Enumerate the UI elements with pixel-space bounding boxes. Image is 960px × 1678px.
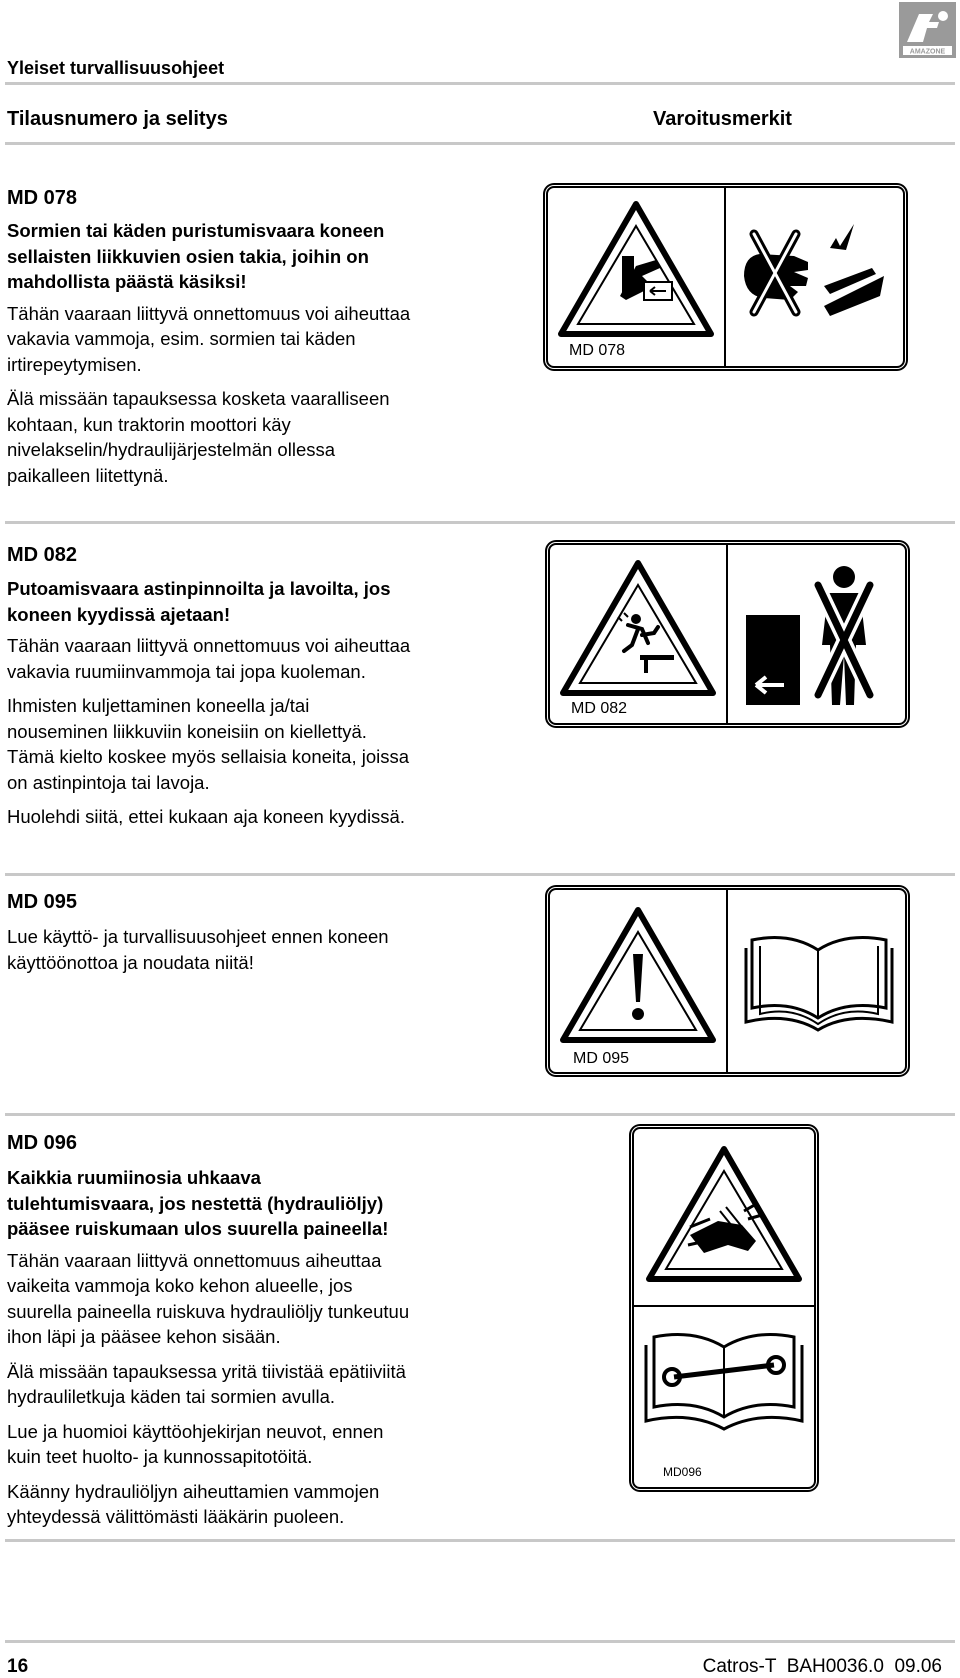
text-line: Älä missään tapauksessa yritä tiivistää epätiiviitä (7, 1360, 406, 1382)
sign-label: MD 082 (568, 700, 630, 718)
entry-description (7, 1165, 447, 1539)
document-title: Yleiset turvallisuusohjeet (7, 58, 225, 78)
divider (5, 521, 955, 524)
text-line: vaikeita vammoja koko kehon alueelle, jos (7, 1275, 353, 1296)
divider (5, 1640, 955, 1643)
entry-description (7, 576, 447, 839)
text-line: sellaisten liikkuvien osien takia, joihin on (7, 245, 369, 267)
text-line: Sormien tai käden puristumisvaara koneen (7, 220, 385, 241)
entry-code: MD 096 (7, 1132, 78, 1154)
text-line: Lue ja huomioi käyttöohjekirjan neuvot, ennen (7, 1420, 384, 1442)
text-line: vakavia vammoja, esim. sormien tai käden (7, 328, 356, 349)
text-line: Putoamisvaara astinpinnoilta ja lavoilta, jos (7, 578, 391, 599)
text-line: mahdollista päästä käsiksi! (7, 271, 247, 292)
text-line: Huolehdi siitä, ettei kukaan aja koneen kyydissä. (7, 806, 405, 827)
divider (5, 1539, 955, 1542)
hand-prohibited-icon (734, 216, 894, 326)
service-manual-icon (640, 1321, 808, 1441)
text-line: Älä missään tapauksessa kosketa vaaralliseen (7, 388, 390, 409)
text-line: Tämä kielto koskee myös sellaisia koneita, joissa (7, 746, 410, 767)
logo-text: AMAZONE (909, 48, 946, 56)
divider (5, 82, 955, 85)
document-id: Catros-T BAH0036.0 09.06 (702, 1656, 942, 1677)
text-line: Käänny hydrauliöljyn aiheuttamien vammojen (7, 1480, 380, 1502)
sign-label: MD 095 (570, 1050, 632, 1068)
text-line: nouseminen liikkuviin koneisiin on kiellettyä. (7, 720, 367, 742)
text-line: Ihmisten kuljettaminen koneella ja/tai (7, 695, 310, 716)
text-line: hydrauliletkuja käden tai sormien avulla. (7, 1386, 336, 1407)
text-line: Tähän vaaraan liittyvä onnettomuus aiheuttaa (7, 1249, 382, 1271)
text-line: suurella paineella ruiskuva hydrauliöljy tunkeutuu (7, 1300, 410, 1322)
warning-sign-md082 (548, 543, 907, 725)
general-warning-triangle-icon (558, 902, 718, 1052)
warning-sign-md095 (548, 888, 907, 1074)
text-line: Kaikkia ruumiinosia uhkaava (7, 1167, 261, 1188)
divider (5, 873, 955, 876)
amazone-logo-icon (899, 2, 956, 58)
text-line: paikalleen liitettynä. (7, 464, 169, 486)
entry-code: MD 095 (7, 891, 78, 913)
text-line: kohtaan, kun traktorin moottori käy (7, 413, 291, 435)
injection-hazard-triangle-icon (644, 1141, 804, 1291)
text-line: nivelakselin/hydraulijärjestelmän ollessa (7, 439, 336, 460)
text-line: on astinpintoja tai lavoja. (7, 771, 210, 793)
page-number: 16 (7, 1656, 29, 1677)
right-column-heading: Varoitusmerkit (653, 108, 792, 130)
entry-description (7, 218, 447, 497)
text-line: Tähän vaaraan liittyvä onnettomuus voi aiheuttaa (7, 635, 411, 656)
warning-sign-md078 (546, 186, 905, 368)
divider (5, 1113, 955, 1116)
text-line: yhteydessä välittömästi lääkärin puoleen. (7, 1506, 345, 1527)
text-line: tulehtumisvaara, jos nestettä (hydrauliöljy) (7, 1192, 384, 1214)
left-column-heading: Tilausnumero ja selitys (7, 108, 228, 130)
text-line: irtirepeytymisen. (7, 353, 142, 375)
entry-code: MD 078 (7, 187, 78, 209)
text-line: käyttöönottoa ja noudata niitä! (7, 951, 254, 973)
text-line: kuin teet huolto- ja kunnossapitotöitä. (7, 1446, 313, 1467)
divider (5, 142, 955, 145)
sign-label: MD 078 (566, 342, 628, 360)
sign-label: MD096 (660, 1465, 705, 1479)
entry-description (7, 924, 447, 984)
amazone-logo (899, 2, 956, 58)
crush-hazard-triangle-icon (556, 196, 716, 346)
no-riding-prohibited-icon (736, 555, 896, 715)
text-line: vakavia ruumiinvammoja tai jopa kuoleman. (7, 660, 366, 682)
text-line: ihon läpi ja pääsee kehon sisään. (7, 1326, 281, 1347)
warning-sign-md096 (632, 1127, 816, 1489)
text-line: Tähän vaaraan liittyvä onnettomuus voi aiheuttaa (7, 302, 411, 324)
text-line: pääsee ruiskumaan ulos suurella paineella! (7, 1218, 389, 1239)
text-line: Lue käyttö- ja turvallisuusohjeet ennen koneen (7, 926, 389, 947)
entry-code: MD 082 (7, 544, 78, 566)
fall-hazard-triangle-icon (558, 555, 718, 705)
manual-book-icon (740, 926, 900, 1036)
text-line: koneen kyydissä ajetaan! (7, 603, 231, 625)
